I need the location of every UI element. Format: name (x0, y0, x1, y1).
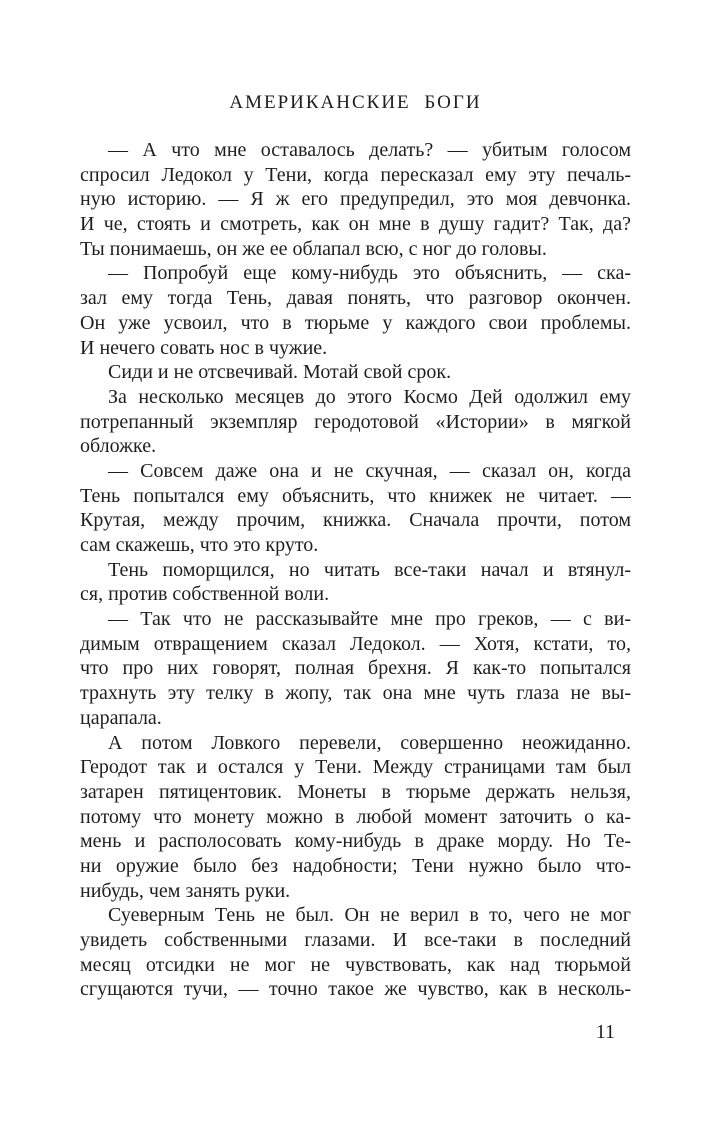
text-line: димым отвращением сказал Ледокол. — Хотя, кстати, то, (80, 632, 631, 655)
text-line: потрепанный экземпляр геродотовой «Истории» в мягкой (80, 410, 631, 433)
text-line: Ты понимаешь, он же ее облапал всю, с ног до головы. (80, 237, 547, 260)
text-line: За несколько месяцев до этого Космо Дей одолжил ему (108, 385, 631, 408)
text-line: месяц отсидки не мог не чувствовать, как над тюрьмой (80, 953, 631, 976)
text-line: — Совсем даже она и не скучная, — сказал он, когда (108, 459, 631, 482)
text-line: затарен пятицентовик. Монеты в тюрьме держать нельзя, (80, 780, 631, 803)
text-line: А потом Ловкого перевели, совершенно неожиданно. (108, 731, 631, 754)
text-line: Тень поморщился, но читать все-таки начал и втянул- (108, 558, 631, 581)
text-line: ную историю. — Я ж его предупредил, это моя девчонка. (80, 188, 631, 211)
text-line: И че, стоять и смотреть, как он мне в душу гадит? Так, да? (80, 213, 631, 236)
text-line: увидеть собственными глазами. И все-таки в последний (80, 929, 631, 951)
text-line: нибудь, чем занять руки. (80, 879, 291, 902)
text-line: сгущаются тучи, — точно такое же чувство, как в несколь- (80, 978, 631, 1001)
text-line: — Так что не рассказывайте мне про греков, — с ви- (108, 608, 631, 631)
text-line: трахнуть эту телку в жопу, так она мне чуть глаза не вы- (80, 682, 631, 705)
text-line: И нечего совать нос в чужие. (80, 336, 328, 359)
text-line: Тень попытался ему объяснить, что книжек не читает. — (80, 484, 631, 507)
text-line: царапала. (80, 706, 162, 729)
text-line: сам скажешь, что это круто. (80, 534, 319, 556)
text-block (80, 90, 631, 1002)
text-line: ни оружие было без надобности; Тени нужно было что- (80, 854, 631, 877)
text-line: зал ему тогда Тень, давая понять, что разговор окончен. (80, 287, 631, 310)
text-line: — Попробуй еще кому-нибудь это объяснить, — ска- (108, 262, 631, 285)
page-number: 11 (595, 1021, 615, 1043)
text-line: Геродот так и остался у Тени. Между страницами там был (80, 756, 631, 779)
text-line: потому что монету можно в любой момент заточить о ка- (80, 805, 631, 828)
running-header: АМЕРИКАНСКИЕ БОГИ (229, 92, 482, 113)
text-line: мень и располосовать кому-нибудь в драке морду. Но Те- (80, 830, 631, 853)
text-line: Крутая, между прочим, книжка. Сначала прочти, потом (80, 509, 631, 532)
text-line: Сиди и не отсвечивай. Мотай свой срок. (108, 361, 452, 384)
body-text (80, 138, 631, 1002)
text-line: спросил Ледокол у Тени, когда пересказал ему эту печаль- (80, 163, 631, 186)
text-line: — А что мне оставалось делать? — убитым голосом (108, 139, 631, 161)
text-line: Он уже усвоил, что в тюрьме у каждого свои проблемы. (80, 311, 631, 334)
text-line: Суеверным Тень не был. Он не верил в то, чего не мог (108, 904, 631, 927)
text-line: ся, против собственной воли. (80, 583, 330, 606)
text-line: что про них говорят, полная брехня. Я как-то попытался (80, 657, 631, 680)
text-line: обложке. (80, 435, 157, 458)
